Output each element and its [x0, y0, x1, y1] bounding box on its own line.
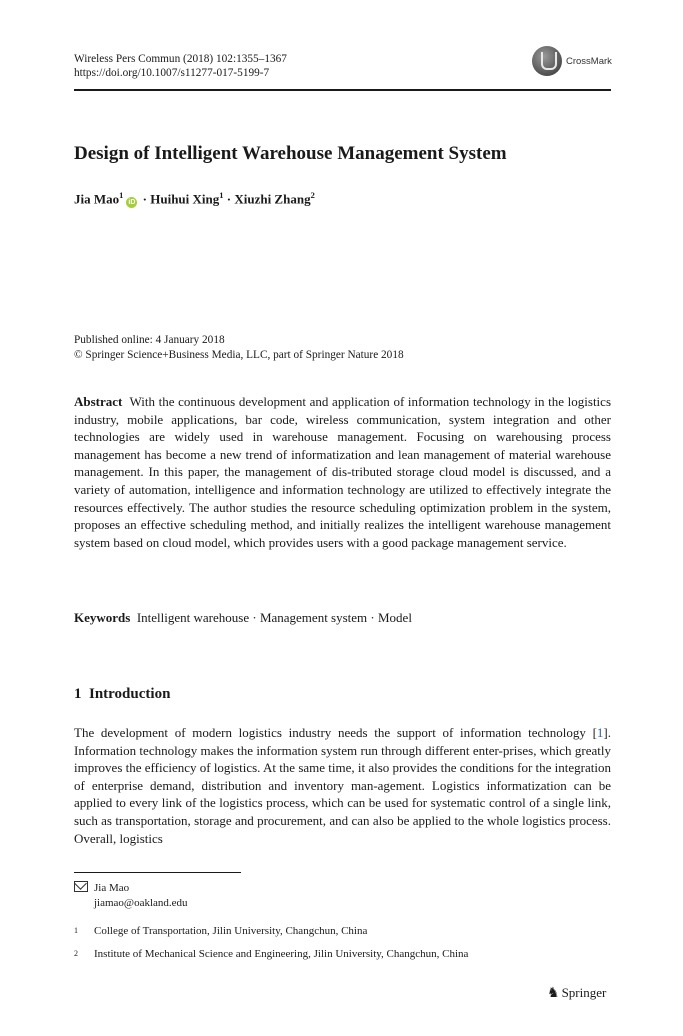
crossmark-icon	[532, 46, 562, 76]
abstract-heading: Abstract	[74, 394, 123, 409]
corresponding-email[interactable]: jiamao@oakland.edu	[94, 896, 188, 909]
introduction-paragraph	[74, 724, 611, 847]
author-list	[74, 190, 315, 208]
corresponding-author	[74, 881, 188, 910]
affiliation	[74, 947, 468, 962]
affiliation-text: Institute of Mechanical Science and Engineering, Jilin University, Changchun, China	[94, 948, 469, 960]
header-rule	[74, 89, 611, 91]
journal-citation: Wireless Pers Commun (2018) 102:1355–1367	[74, 53, 287, 65]
author-name: Jia Mao	[74, 191, 120, 207]
section-heading	[74, 686, 170, 703]
published-date: Published online: 4 January 2018	[74, 334, 225, 346]
author-affiliation-mark: 1	[119, 190, 124, 200]
keywords	[74, 609, 611, 627]
paper-title: Design of Intelligent Warehouse Management System	[74, 143, 507, 164]
author-name: Xiuzhi Zhang	[234, 191, 311, 207]
corresponding-name: Jia Mao	[94, 882, 130, 894]
publication-info	[74, 333, 404, 363]
author-affiliation-mark: 2	[310, 190, 315, 200]
author-affiliation-mark: 1	[219, 190, 224, 200]
abstract-text: With the continuous development and application of information technology in the logistics industry, mobile applications, bar code, wireless communication, system integration and other technologies are widely used in warehouse management. Focusing on warehousing process management has become a new trend of informatization and lean management of material warehouse management. In this paper, the management of dis-tributed storage cloud model is discussed, and a variety of automation, intelligence and information technology are utilized to effectively integrate the resources effectively. The author studies the resource scheduling optimization problem in the system, proposes an effective scheduling method, and initially realizes the intelligent warehouse management system based on cloud model, which provides users with a good package management service.	[74, 394, 611, 550]
crossmark-badge[interactable]	[532, 46, 616, 76]
author-name: Huihui Xing	[150, 191, 220, 207]
publisher-name: Springer	[561, 985, 607, 1000]
author-separator: ·	[226, 191, 232, 207]
keywords-text: Intelligent warehouse · Management system · Model	[136, 610, 412, 625]
affiliation	[74, 924, 367, 939]
affiliation-text: College of Transportation, Jilin University, Changchun, China	[94, 925, 368, 937]
copyright-line: © Springer Science+Business Media, LLC, part of Springer Nature 2018	[74, 349, 404, 361]
section-title: Introduction	[89, 686, 171, 702]
doi-link[interactable]: https://doi.org/10.1007/s11277-017-5199-7	[74, 67, 270, 79]
affiliation-mark: 1	[74, 926, 78, 935]
running-header	[74, 52, 287, 80]
intro-text: ]. Information technology makes the information system run through different enter-prises, which greatly improves the efficiency of logistics. At the same time, it also provides the conditions for the integration of enterprise demand, distribution and inventory man-agement. Logistics informatization can be applied to every link of the logistics process, which can be used for systematic control of a single link, such as transportation, storage and procurement, and can also be applied to the whole logistics process. Overall, logistics	[74, 725, 611, 846]
abstract	[74, 393, 611, 551]
footnote-rule	[74, 872, 241, 873]
intro-text: The development of modern logistics industry needs the support of information technology [	[74, 725, 597, 740]
author-separator: ·	[142, 191, 147, 207]
section-number: 1	[74, 686, 82, 702]
orcid-icon[interactable]: iD	[128, 199, 136, 207]
keywords-heading: Keywords	[74, 610, 131, 625]
publisher-logo	[547, 985, 606, 1002]
envelope-icon	[74, 881, 88, 892]
affiliation-mark: 2	[74, 949, 78, 958]
crossmark-label: CrossMark	[566, 56, 612, 67]
citation-link[interactable]: 1	[596, 725, 604, 740]
springer-horse-icon: ♞	[547, 986, 560, 1001]
